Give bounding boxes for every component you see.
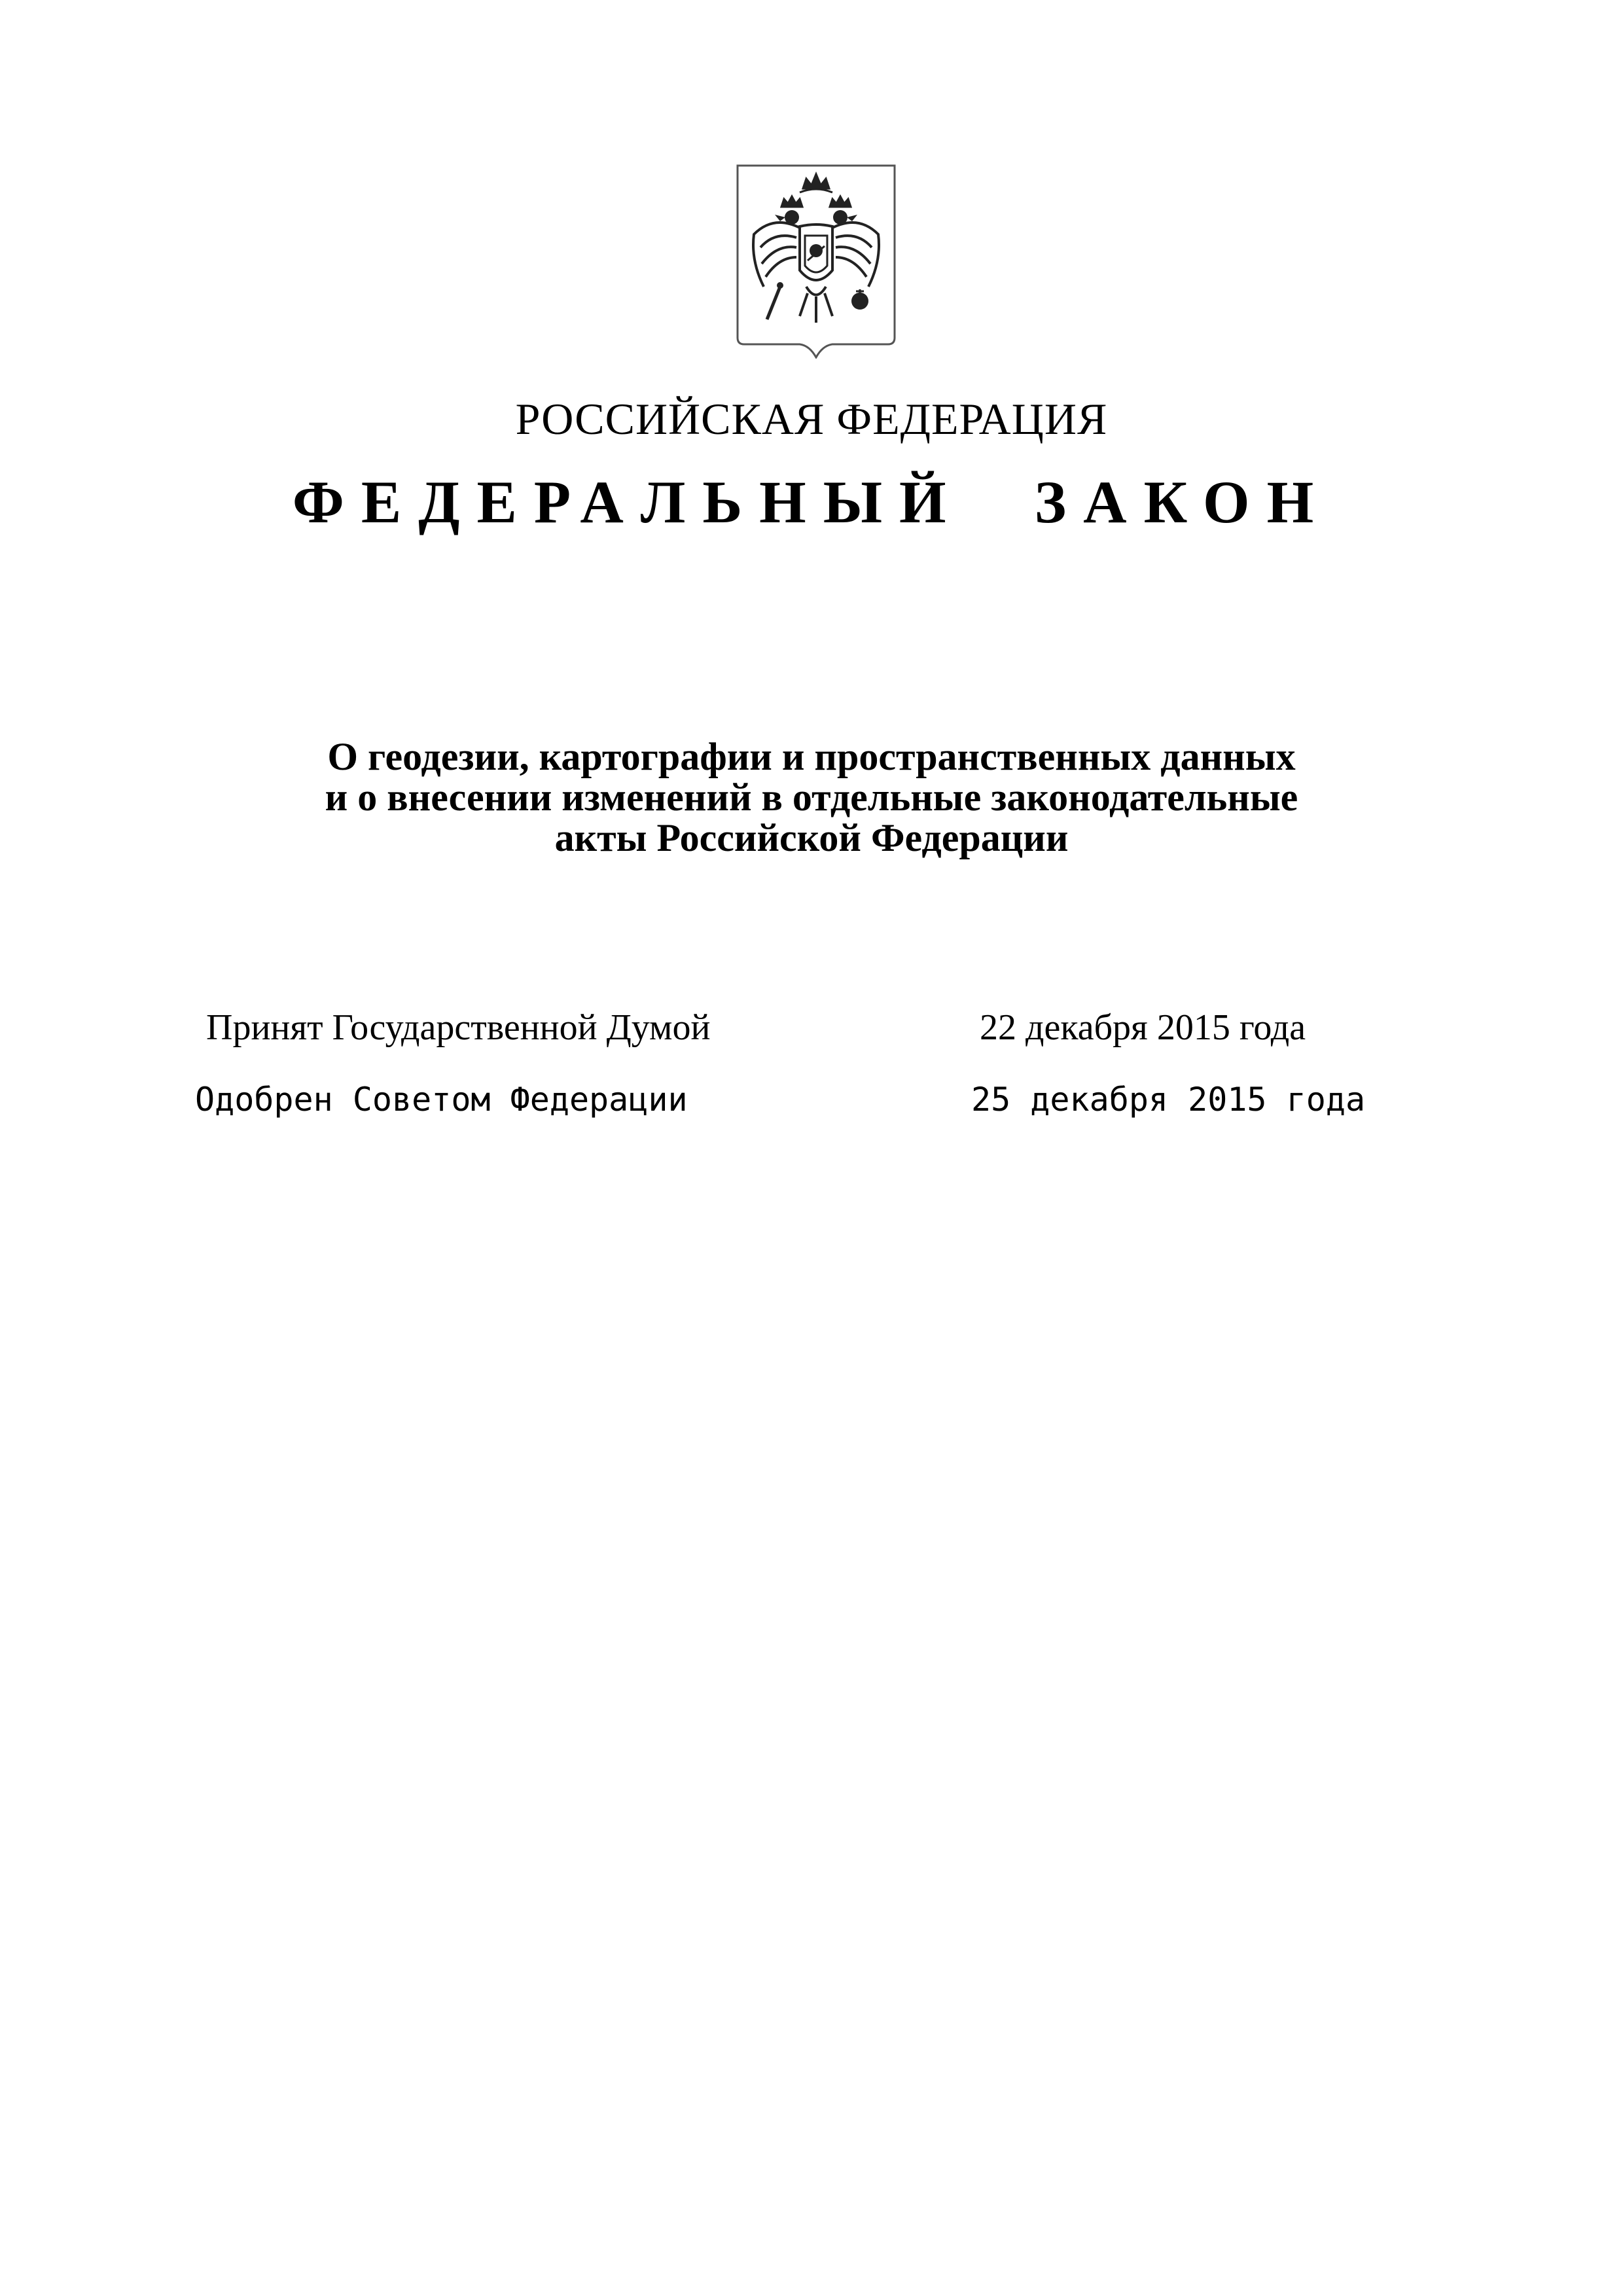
council-approval-row xyxy=(0,1073,1623,1126)
law-title xyxy=(0,736,1623,858)
coat-of-arms-icon xyxy=(734,162,898,359)
document-type-heading: ФЕДЕРАЛЬНЫЙ ЗАКОН xyxy=(292,469,1331,535)
law-title-line: акты Российской Федерации xyxy=(554,816,1069,859)
duma-adoption-row xyxy=(0,1001,1623,1054)
law-title-line: и о внесении изменений в отдельные законодательные xyxy=(325,776,1298,819)
duma-adoption-label: Принят Государственной Думой xyxy=(206,1007,711,1048)
country-heading: РОССИЙСКАЯ ФЕДЕРАЦИЯ xyxy=(515,394,1108,444)
law-title-line: О геодезии, картографии и пространственных данных xyxy=(327,735,1296,778)
council-approval-date: 25 декабря 2015 года xyxy=(971,1081,1366,1119)
council-approval-label: Одобрен Советом Федерации xyxy=(195,1081,688,1119)
duma-adoption-date: 22 декабря 2015 года xyxy=(980,1007,1306,1048)
